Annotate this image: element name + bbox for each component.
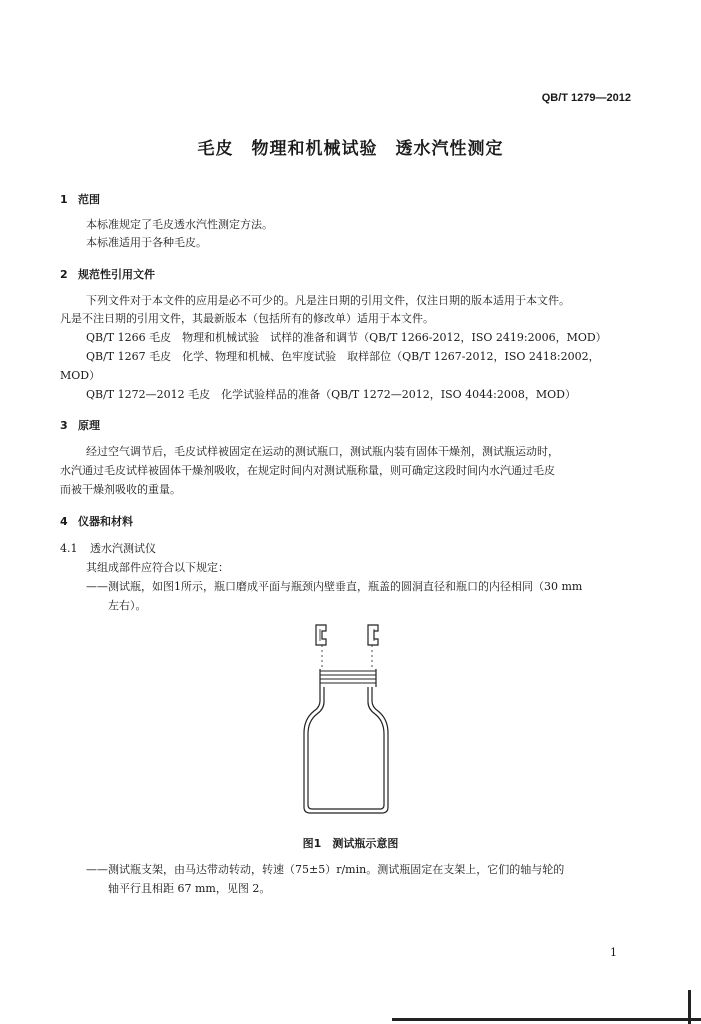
section-title: 规范性引用文件 (78, 268, 155, 281)
figure-caption: 图1 测试瓶示意图 (302, 837, 399, 850)
page-number: 1 (610, 946, 617, 959)
subsection-number: 4.1 (60, 542, 78, 555)
section-2-heading (60, 266, 155, 282)
section-number: 2 (60, 268, 68, 281)
section-title: 范围 (78, 193, 100, 206)
section-number: 4 (60, 515, 68, 528)
reference-line: QB/T 1266 毛皮 物理和机械试验 试样的准备和调节（QB/T 1266-2012，ISO 2419:2006，MOD） (86, 331, 607, 344)
standard-number: QB/T 1279—2012 (541, 92, 631, 104)
scan-edge-mark (392, 1018, 701, 1021)
paragraph-line: 经过空气调节后，毛皮试样被固定在运动的测试瓶口，测试瓶内装有固体干燥剂，测试瓶运动时， (86, 445, 559, 458)
section-3-heading (60, 417, 100, 433)
list-item-line: ——测试瓶，如图1所示，瓶口磨成平面与瓶颈内壁垂直，瓶盖的圆洞直径和瓶口的内径相同（30 mm (86, 580, 583, 593)
subsection-title: 透水汽测试仪 (90, 542, 156, 555)
section-title: 原理 (78, 419, 100, 432)
reference-line: QB/T 1272—2012 毛皮 化学试验样品的准备（QB/T 1272—2012，ISO 4044:2008，MOD） (86, 388, 576, 401)
section-title: 仪器和材料 (78, 515, 133, 528)
list-item-line: 左右）。 (108, 599, 147, 612)
document-title: 毛皮 物理和机械试验 透水汽性测定 (197, 139, 504, 159)
section-4-heading (60, 513, 133, 529)
paragraph-line: 其组成部件应符合以下规定： (86, 561, 229, 574)
section-1-heading (60, 191, 100, 207)
section-number: 3 (60, 419, 68, 432)
reference-line: MOD） (60, 369, 101, 382)
scan-edge-mark (688, 990, 691, 1024)
paragraph-line: 凡是不注日期的引用文件，其最新版本（包括所有的修改单）适用于本文件。 (60, 312, 434, 325)
subsection-heading (60, 540, 156, 558)
list-item-line: ——测试瓶支架，由马达带动转动，转速（75±5）r/min。测试瓶固定在支架上，它们的轴与轮的 (86, 863, 565, 876)
section-number: 1 (60, 193, 68, 206)
paragraph-line: 而被干燥剂吸收的重量。 (60, 483, 181, 496)
list-item-line: 轴平行且相距 67 mm，见图 2。 (108, 882, 271, 895)
paragraph-line: 下列文件对于本文件的应用是必不可少的。凡是注日期的引用文件，仅注日期的版本适用于本文件。 (86, 294, 570, 307)
paragraph-line: 水汽通过毛皮试样被固体干燥剂吸收，在规定时间内对测试瓶称量，则可确定这段时间内水汽通过毛皮 (60, 464, 555, 477)
test-bottle-figure (290, 615, 400, 825)
reference-line: QB/T 1267 毛皮 化学、物理和机械、色牢度试验 取样部位（QB/T 1267-2012，ISO 2418:2002， (86, 350, 600, 363)
paragraph-line: 本标准适用于各种毛皮。 (86, 236, 207, 249)
paragraph-line: 本标准规定了毛皮透水汽性测定方法。 (86, 218, 273, 231)
